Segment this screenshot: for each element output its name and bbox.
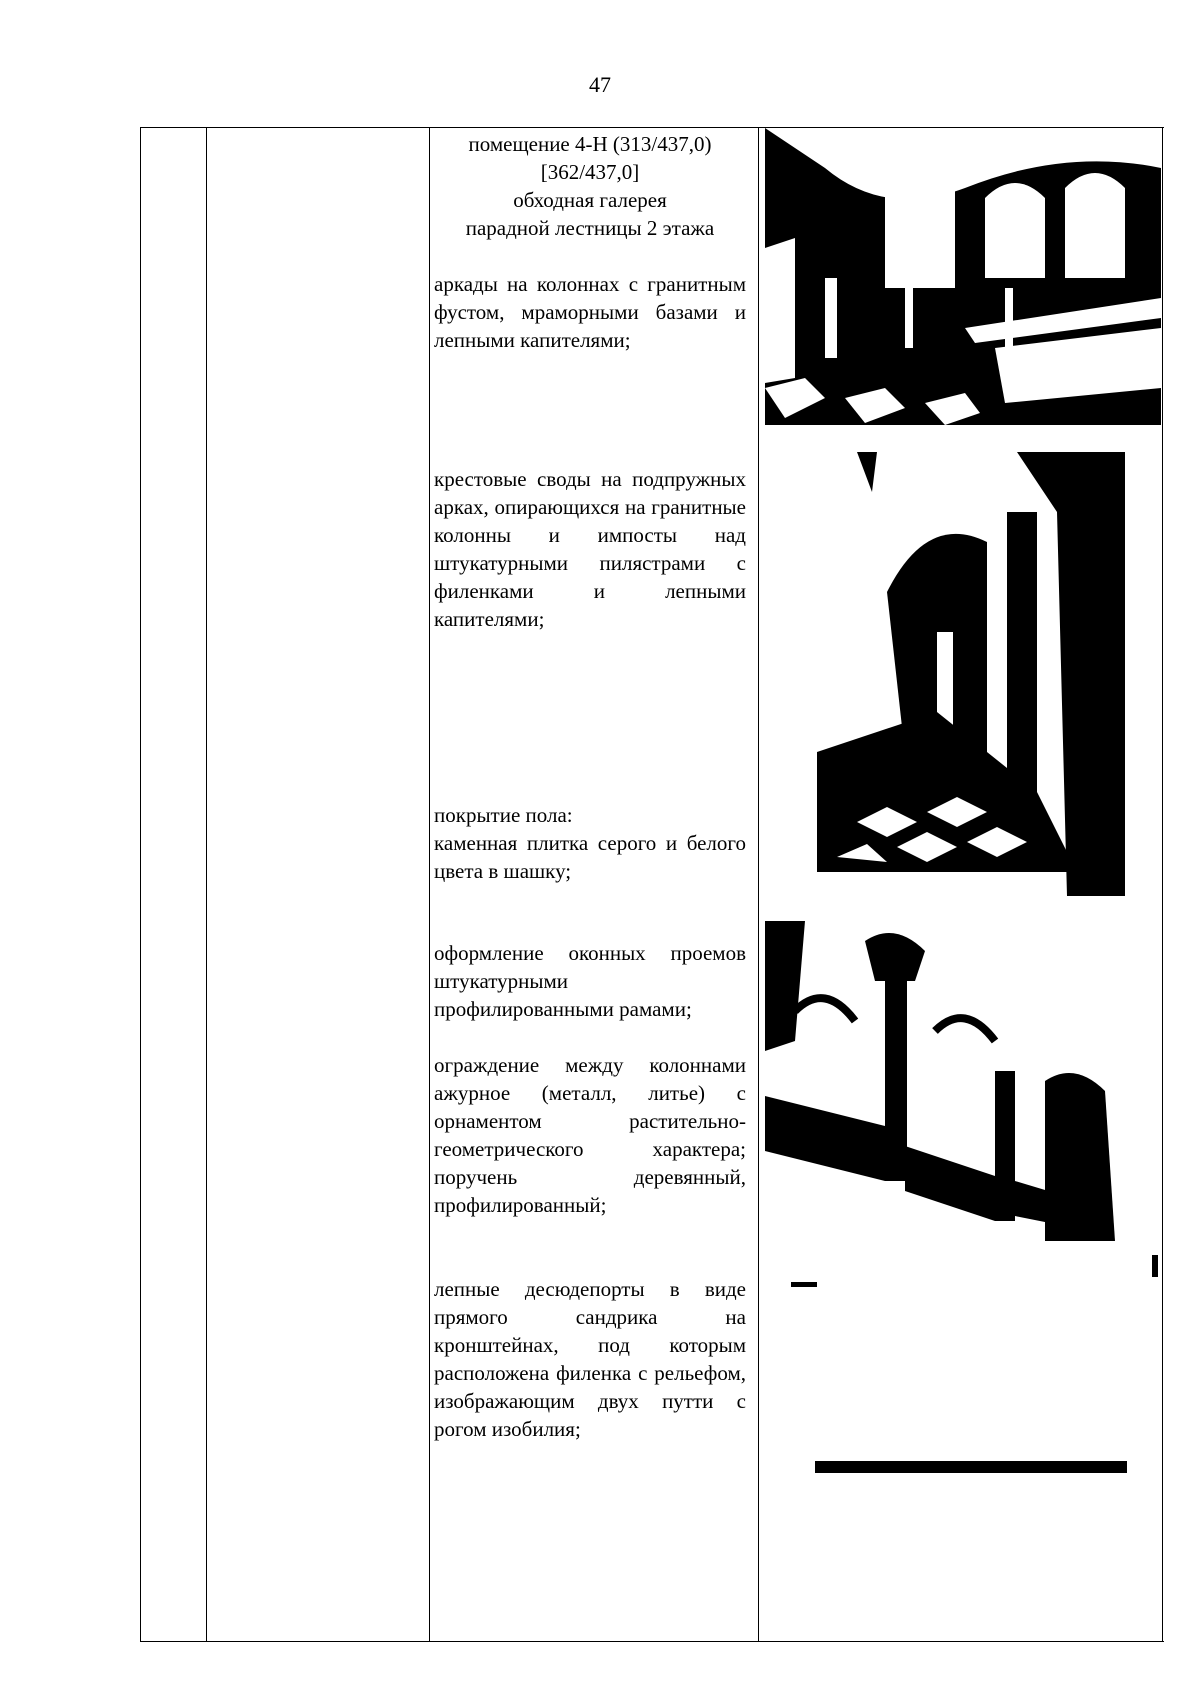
room-ref: [362/437,0] — [540, 160, 640, 184]
feature-floor — [434, 801, 746, 885]
scan-mark — [815, 1461, 1127, 1473]
table-column-divider-1 — [206, 128, 207, 1641]
feature-vaults — [434, 465, 746, 633]
photo-gallery-arcades — [765, 128, 1161, 425]
feature-text: покрытие пола: — [434, 803, 573, 827]
page-number: 47 — [589, 72, 611, 97]
photo-vaults-floor — [817, 452, 1125, 896]
scan-mark — [791, 1282, 817, 1287]
feature-windows — [434, 939, 746, 1023]
feature-text: аркады на колоннах с гранитным фустом, мраморными базами и лепными капителями; — [434, 272, 746, 352]
feature-text: оформление оконных проемов штукатурными профилированными рамами; — [434, 941, 746, 1021]
feature-text: каменная плитка серого и белого цвета в шашку; — [434, 831, 746, 883]
feature-overdoors — [434, 1275, 746, 1443]
room-header — [434, 130, 746, 242]
table-column-divider-3 — [758, 128, 759, 1641]
room-name-line1: обходная галерея — [513, 188, 667, 212]
table-border-right — [1162, 128, 1163, 1641]
feature-text: лепные десюдепорты в виде прямого сандрика на кронштейнах, под которым расположена филенка с рельефом, изображающим двух путти с рогом изобилия; — [434, 1277, 746, 1441]
feature-text: крестовые своды на подпружных арках, опирающихся на гранитные колонны и импосты над штукатурными пилястрами с филенками и лепными капителями; — [434, 467, 746, 631]
table-border-left — [140, 128, 141, 1641]
room-title: помещение 4-Н (313/437,0) — [468, 132, 712, 156]
feature-text: ограждение между колоннами ажурное (металл, литье) с орнаментом растительно-геометрического характера; поручень деревянный, профилированный; — [434, 1053, 746, 1217]
scan-mark — [1152, 1255, 1158, 1277]
room-name-line2: парадной лестницы 2 этажа — [465, 216, 715, 240]
feature-arcades — [434, 270, 746, 354]
photo-railing-columns — [765, 921, 1143, 1246]
table-column-divider-2 — [429, 128, 430, 1641]
feature-railing — [434, 1051, 746, 1219]
